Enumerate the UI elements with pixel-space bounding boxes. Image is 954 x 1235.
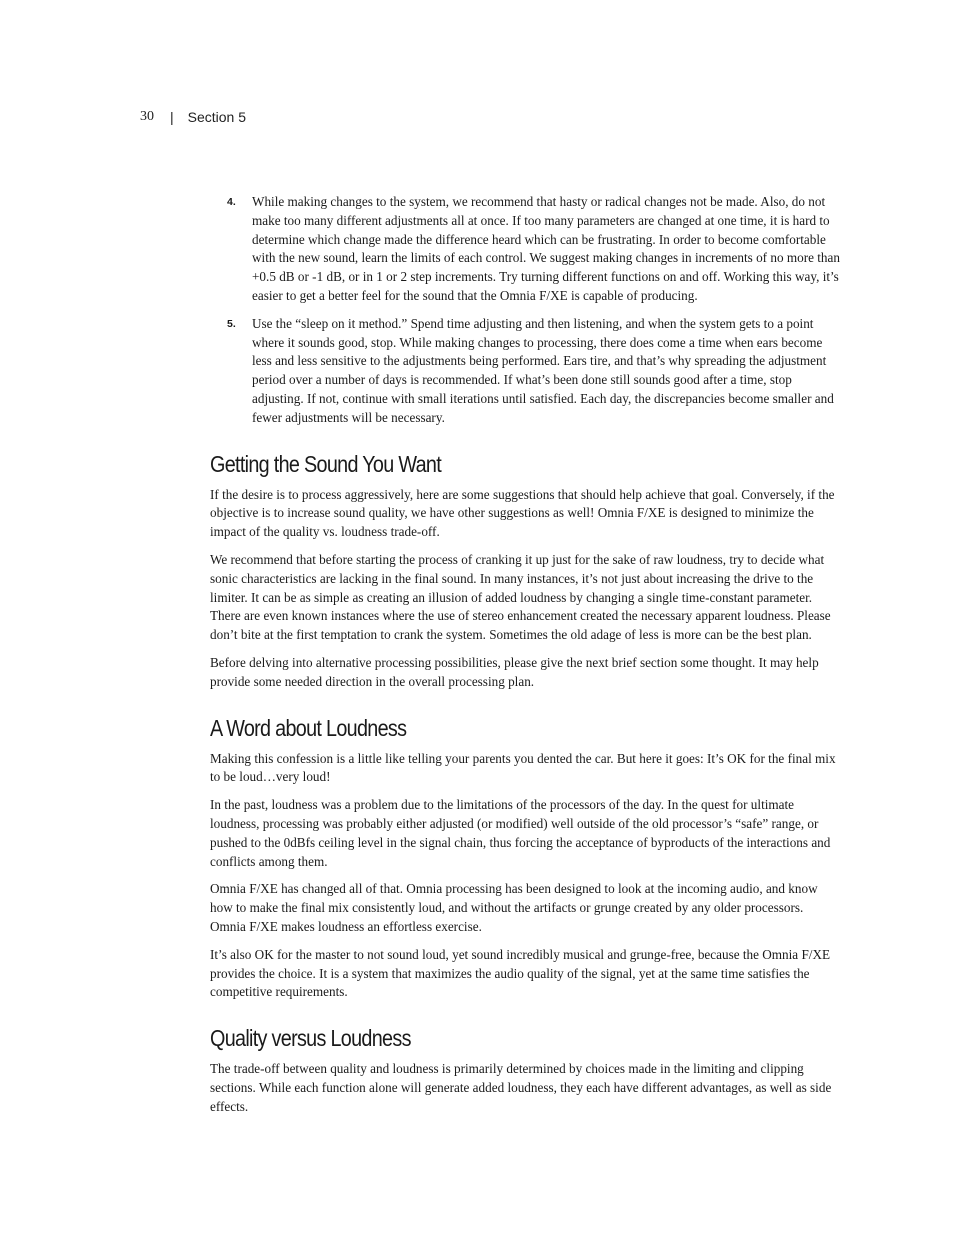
list-item-number: 5. — [227, 317, 236, 330]
paragraph: The trade-off between quality and loudness is primarily determined by choices made in the limiting and clipping sections. While each function alone will generate added loudness, they each have different advantages, as well as side effects. — [210, 1061, 832, 1114]
section-getting-the-sound — [210, 450, 842, 692]
paragraph: Omnia F/XE has changed all of that. Omnia processing has been designed to look at the incoming audio, and know how to make the final mix consistently loud, and without the artifacts or grunge created by any older processors. Omnia F/XE makes loudness an effortless exercise. — [210, 881, 818, 934]
paragraph: We recommend that before starting the process of cranking it up just for the sake of raw loudness, try to decide what sonic characteristics are lacking in the final sound. In many instances, it’s not just about increasing the drive to the limiter. It can be as simple as creating an illusion of added loudness by changing a single time-constant parameter. There are even known instances where the use of stereo enhancement created the necessary apparent loudness. Please don’t bite at the first temptation to crank the system. Sometimes the old adage of less is more can be the best plan. — [210, 551, 831, 643]
page-number: 30 — [140, 109, 154, 124]
section-word-about-loudness — [210, 714, 842, 1003]
list-item — [210, 193, 842, 306]
section-label: Section 5 — [187, 109, 247, 125]
paragraph: Making this confession is a little like telling your parents you dented the car. But here it goes: It’s OK for the final mix to be loud…very loud! — [210, 750, 836, 785]
recommendation-list — [210, 193, 842, 428]
paragraph: It’s also OK for the master to not sound loud, yet sound incredibly musical and grunge-free, because the Omnia F/XE provides the choice. It is a system that maximizes the audio quality of the signal, yet at the same time satisfies the competitive requirements. — [210, 946, 831, 1000]
section-quality-versus-loudness — [210, 1024, 842, 1116]
list-item — [210, 315, 842, 428]
page-body — [210, 193, 842, 1125]
running-header — [140, 109, 246, 125]
list-item-text: Use the “sleep on it method.” Spend time adjusting and then listening, and when the system gets to a point where it sounds good, stop. While making changes to processing, there does come a time when ears become less and less sensitive to the adjustments being performed. Ears tire, and that’s why spreading the adjustment period over a number of days is recommended. If what’s been done still sounds good after a time, stop adjusting. If not, continue with small iterations until satisfied. Each day, the discrepancies become smaller and fewer adjustments will be necessary. — [252, 315, 834, 425]
section-heading: Getting the Sound You Want — [210, 450, 442, 477]
header-separator: | — [170, 109, 174, 125]
list-item-number: 4. — [227, 196, 236, 208]
paragraph: In the past, loudness was a problem due to the limitations of the processors of the day. In the quest for ultimate loudness, processing was probably either adjusted (or modified) well outside of the old processor’s “safe” range, or pushed to the 0dBfs ceiling level in the signal chain, thus forcing the acceptance of byproducts of the interactions and conflicts among them. — [210, 797, 831, 869]
section-heading: Quality versus Loudness — [210, 1025, 411, 1052]
paragraph: Before delving into alternative processing possibilities, please give the next brief section some thought. It may help provide some needed direction in the overall processing plan. — [210, 654, 819, 689]
section-heading: A Word about Loudness — [210, 714, 407, 741]
list-item-text: While making changes to the system, we recommend that hasty or radical changes not be made. Also, do not make too many different adjustments all at once. If too many parameters are changed at one time, it is hard to determine which change made the difference heard which can be frustrating. In order to become comfortable with the new sound, learn the limits of each control. We suggest making changes in increments of no more than +0.5 dB or -1 dB, or in 1 or 2 step increments. Try turning different functions on and off. Working this way, it’s easier to get a better feel for the sound that the Omnia F/XE is capable of producing. — [252, 194, 840, 303]
paragraph: If the desire is to process aggressively, here are some suggestions that should help achieve that goal. Conversely, if the objective is to increase sound quality, we have other suggestions as well! Omnia F/XE is designed to minimize the impact of the quality vs. loudness trade-off. — [210, 486, 835, 540]
